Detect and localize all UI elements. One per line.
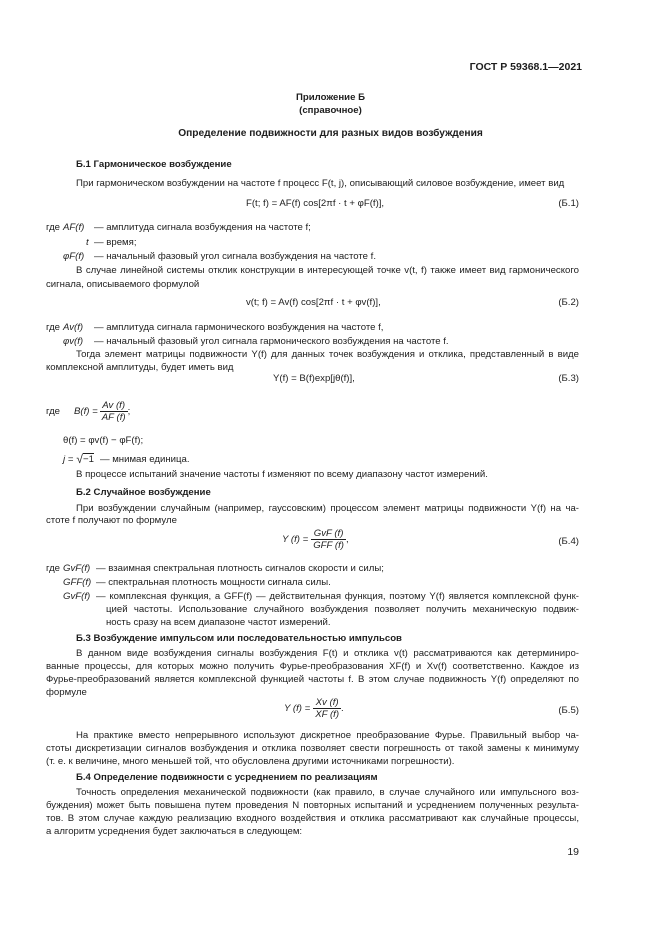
b-tail: ; xyxy=(127,406,131,417)
where-symbol: GvF(f) xyxy=(63,563,91,574)
b2-paragraph-1-line-1: При возбуждении случайным (например, гауссовским) процессом элемент матрицы подвижности Y(f) на ча- xyxy=(76,503,579,514)
equation-number-b4: (Б.4) xyxy=(558,536,579,547)
b4-paragraph-1-line-1: Точность определения механической подвижности (как правило, в случае случайного или импульсного воз- xyxy=(76,787,579,798)
appendix-subtitle: (справочное) xyxy=(299,105,362,116)
b-denominator: AF (f) xyxy=(101,412,126,423)
b3-paragraph-1-line-4: формуле xyxy=(46,687,87,698)
where-label: где xyxy=(46,222,61,233)
equation-b5 xyxy=(284,697,344,720)
b3-paragraph-2-line-1: На практике вместо непрерывного используют дискретное преобразование Фурье. Правильный выбор ча- xyxy=(76,730,579,741)
where-symbol: AF(f) xyxy=(63,222,85,233)
b4-paragraph-1-line-2: буждения) может быть повышена путем проведения N повторных испытаний и усреднением полученных результа- xyxy=(46,800,579,811)
where-symbol: GvF(f) xyxy=(63,591,91,602)
equation-numerator: GvF (f) xyxy=(311,528,346,540)
where-definition-continued: ность сразу на всем диапазоне частот измерений. xyxy=(106,617,331,628)
j-definition-text: — мнимая единица. xyxy=(99,453,190,465)
b1-paragraph-3-line-1: Тогда элемент матрицы подвижности Y(f) для данных точек возбуждения и отклика, представленный в виде xyxy=(76,349,579,360)
b3-paragraph-1-line-2: ванные процессы, для которых можно получить Фурье-преобразования XF(f) и Xv(f) соответственно. Каждое из xyxy=(46,661,579,672)
equation-b4 xyxy=(282,528,349,551)
b3-paragraph-1-line-3: Фурье-преобразований является комплексной функцией частоты f. В этом случае подвижность Y(f) определяют по xyxy=(46,674,579,685)
where-definition-continued: цией частоты. Использование случайного возбуждения позволяет получить механическую подвиж- xyxy=(106,604,579,615)
equation-denominator: XF (f) xyxy=(315,709,340,720)
j-radicand: −1 xyxy=(83,454,94,465)
b-numerator: Av (f) xyxy=(100,400,128,412)
b1-paragraph-1: При гармоническом возбуждении на частоте f процесс F(t, j), описывающий силовое возбуждение, имеет вид xyxy=(76,178,565,189)
appendix-title: Приложение Б xyxy=(296,92,365,103)
equation-fraction xyxy=(313,697,341,720)
where-definition: — спектральная плотность мощности сигнала силы. xyxy=(96,577,331,588)
where-label: где xyxy=(46,322,61,333)
standard-designation: ГОСТ Р 59368.1—2021 xyxy=(469,61,582,73)
where-definition: — амплитуда сигнала возбуждения на частоте f; xyxy=(94,222,311,233)
equation-lhs: Y (f) = xyxy=(284,703,311,714)
j-definition xyxy=(63,452,190,466)
equation-lhs: Y (f) = xyxy=(282,534,309,545)
b1-paragraph-3-line-2: комплексной амплитуды, будет иметь вид xyxy=(46,362,234,373)
b1-paragraph-2-line-2: сигнала, описываемого формулой xyxy=(46,279,200,290)
b-definition xyxy=(46,400,130,423)
where-definition: — комплексная функция, а GFF(f) — действительная функция, поэтому Y(f) является комплексной функ- xyxy=(96,591,579,602)
equation-number-b5: (Б.5) xyxy=(558,705,579,716)
where-symbol: φv(f) xyxy=(63,336,84,347)
where-label: где xyxy=(46,406,61,417)
b-fraction xyxy=(100,400,128,423)
b1-paragraph-4: В процессе испытаний значение частоты f изменяют по всему диапазону частот измерений. xyxy=(76,469,488,480)
heading-b4: Б.4 Определение подвижности с усреднением по реализациям xyxy=(76,772,378,783)
heading-b1: Б.1 Гармоническое возбуждение xyxy=(76,159,232,170)
equation-fraction xyxy=(311,528,346,551)
equation-tail: , xyxy=(345,534,349,545)
where-symbol: GFF(f) xyxy=(63,577,92,588)
theta-definition: θ(f) = φv(f) − φF(f); xyxy=(63,435,144,446)
heading-b3: Б.3 Возбуждение импульсом или последовательностью импульсов xyxy=(76,633,402,644)
where-definition: — амплитуда сигнала гармонического возбуждения на частоте f, xyxy=(94,322,384,333)
equation-numerator: Xv (f) xyxy=(313,697,341,709)
b2-paragraph-1-line-2: стоте f получают по формуле xyxy=(46,515,177,526)
b4-paragraph-1-line-4: а алгоритм усреднения будет заключаться в следующем: xyxy=(46,826,303,837)
page-number: 19 xyxy=(567,846,579,858)
b1-paragraph-2-line-1: В случае линейной системы отклик конструкции в интересующей точке v(t, f) также имеет вид гармонического xyxy=(76,265,579,276)
where-definition: — время; xyxy=(94,237,137,248)
equation-number-b2: (Б.2) xyxy=(558,297,579,308)
equation-denominator: GFF (f) xyxy=(313,540,344,551)
equation-tail: . xyxy=(341,703,344,714)
b4-paragraph-1-line-3: тов. В этом случае каждую реализацию входного воздействия и отклика рассматривают как случайные процессы, xyxy=(46,813,579,824)
where-symbol: φF(f) xyxy=(63,251,85,262)
where-definition: — взаимная спектральная плотность сигналов скорости и силы; xyxy=(96,563,384,574)
where-definition: — начальный фазовый угол сигнала возбуждения на частоте f. xyxy=(94,251,376,262)
equation-b2: v(t; f) = Av(f) cos[2πf · t + φv(f)], xyxy=(246,297,381,308)
equation-number-b1: (Б.1) xyxy=(558,198,579,209)
heading-b2: Б.2 Случайное возбуждение xyxy=(76,487,211,498)
where-label: где xyxy=(46,563,61,574)
b3-paragraph-2-line-2: стоты дискретизации сигналов возбуждения и отклика позволяет свести погрешность от такой замены к минимуму xyxy=(46,743,579,754)
where-symbol: Av(f) xyxy=(63,322,84,333)
equation-b1: F(t; f) = AF(f) cos[2πf · t + φF(f)], xyxy=(246,198,385,209)
where-symbol: t xyxy=(86,237,89,248)
sqrt-icon: √ xyxy=(76,452,83,466)
where-definition: — начальный фазовый угол сигнала гармонического возбуждения на частоте f. xyxy=(94,336,449,347)
equation-b3: Y(f) = B(f)exp[jθ(f)], xyxy=(273,373,355,384)
b-lhs: B(f) = xyxy=(74,406,98,417)
b3-paragraph-1-line-1: В данном виде возбуждения сигналы возбуждения F(t) и отклика v(t) рассматриваются как детерминиро- xyxy=(76,648,579,659)
equation-number-b3: (Б.3) xyxy=(558,373,579,384)
j-lhs: j = xyxy=(63,453,74,465)
b3-paragraph-2-line-3: (т. е. к величине, много меньшей той, что обусловлена другими источниками погрешности). xyxy=(46,756,455,767)
section-title: Определение подвижности для разных видов возбуждения xyxy=(178,128,483,139)
